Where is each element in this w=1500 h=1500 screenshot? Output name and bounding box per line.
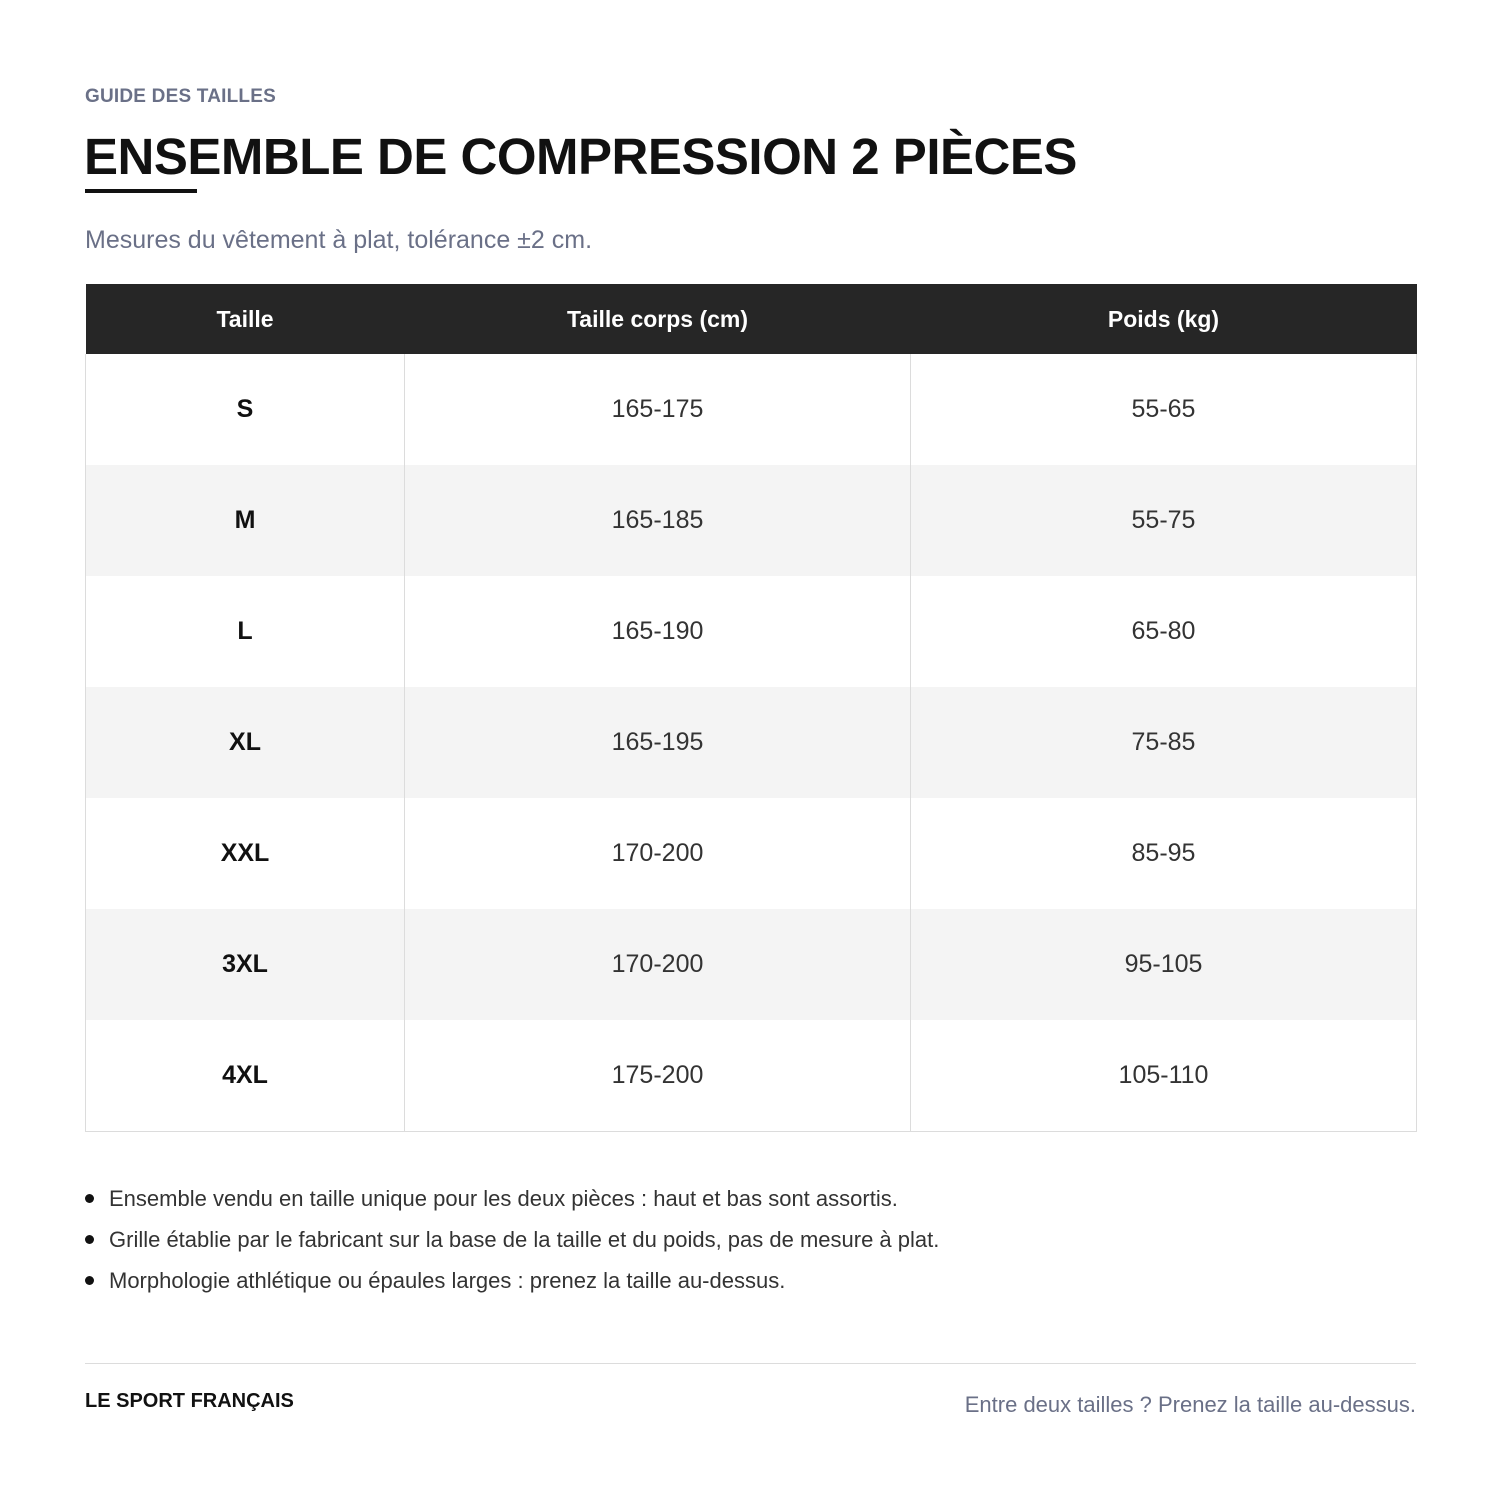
title-underline [85, 189, 197, 193]
page-title: ENSEMBLE DE COMPRESSION 2 PIÈCES [84, 128, 1077, 185]
list-item [85, 1221, 939, 1262]
size-cell: XXL [86, 798, 405, 909]
bullet-icon [85, 1194, 94, 1203]
note-text: Grille établie par le fabricant sur la base de la taille et du poids, pas de mesure à plat. [109, 1227, 940, 1252]
body-height-cell: 165-175 [405, 354, 911, 465]
eyebrow-label: GUIDE DES TAILLES [85, 86, 276, 107]
table-row [86, 576, 1417, 687]
page-subtitle: Mesures du vêtement à plat, tolérance ±2 cm. [85, 226, 593, 254]
size-cell: XL [86, 687, 405, 798]
table-row [86, 798, 1417, 909]
list-item [85, 1180, 939, 1221]
weight-cell: 65-80 [911, 576, 1417, 687]
note-text: Morphologie athlétique ou épaules larges : prenez la taille au-dessus. [109, 1268, 786, 1293]
size-cell: 3XL [86, 909, 405, 1020]
size-cell: M [86, 465, 405, 576]
table-row [86, 465, 1417, 576]
notes-list [85, 1180, 939, 1303]
table-header [86, 284, 1417, 354]
footer-note: Entre deux tailles ? Prenez la taille au-dessus. [964, 1392, 1416, 1417]
body-height-cell: 165-190 [405, 576, 911, 687]
bullet-icon [85, 1235, 94, 1244]
table-body [86, 354, 1417, 1132]
body-height-cell: 165-185 [405, 465, 911, 576]
table-row [86, 909, 1417, 1020]
body-height-cell: 170-200 [405, 798, 911, 909]
note-text: Ensemble vendu en taille unique pour les deux pièces : haut et bas sont assortis. [109, 1186, 898, 1211]
size-cell: 4XL [86, 1020, 405, 1132]
header-row [86, 284, 1417, 354]
column-header-body-height: Taille corps (cm) [405, 284, 911, 354]
table-row [86, 354, 1417, 465]
table-row [86, 687, 1417, 798]
weight-cell: 55-75 [911, 465, 1417, 576]
table-row [86, 1020, 1417, 1132]
body-height-cell: 165-195 [405, 687, 911, 798]
bullet-icon [85, 1276, 94, 1285]
weight-cell: 75-85 [911, 687, 1417, 798]
brand-name: LE SPORT FRANÇAIS [85, 1390, 294, 1412]
size-table [85, 284, 1417, 1132]
list-item [85, 1262, 939, 1303]
body-height-cell: 170-200 [405, 909, 911, 1020]
weight-cell: 85-95 [911, 798, 1417, 909]
weight-cell: 55-65 [911, 354, 1417, 465]
size-cell: L [86, 576, 405, 687]
size-cell: S [86, 354, 405, 465]
column-header-weight: Poids (kg) [911, 284, 1417, 354]
weight-cell: 105-110 [911, 1020, 1417, 1132]
body-height-cell: 175-200 [405, 1020, 911, 1132]
footer-divider [85, 1363, 1416, 1364]
column-header-size: Taille [86, 284, 405, 354]
weight-cell: 95-105 [911, 909, 1417, 1020]
